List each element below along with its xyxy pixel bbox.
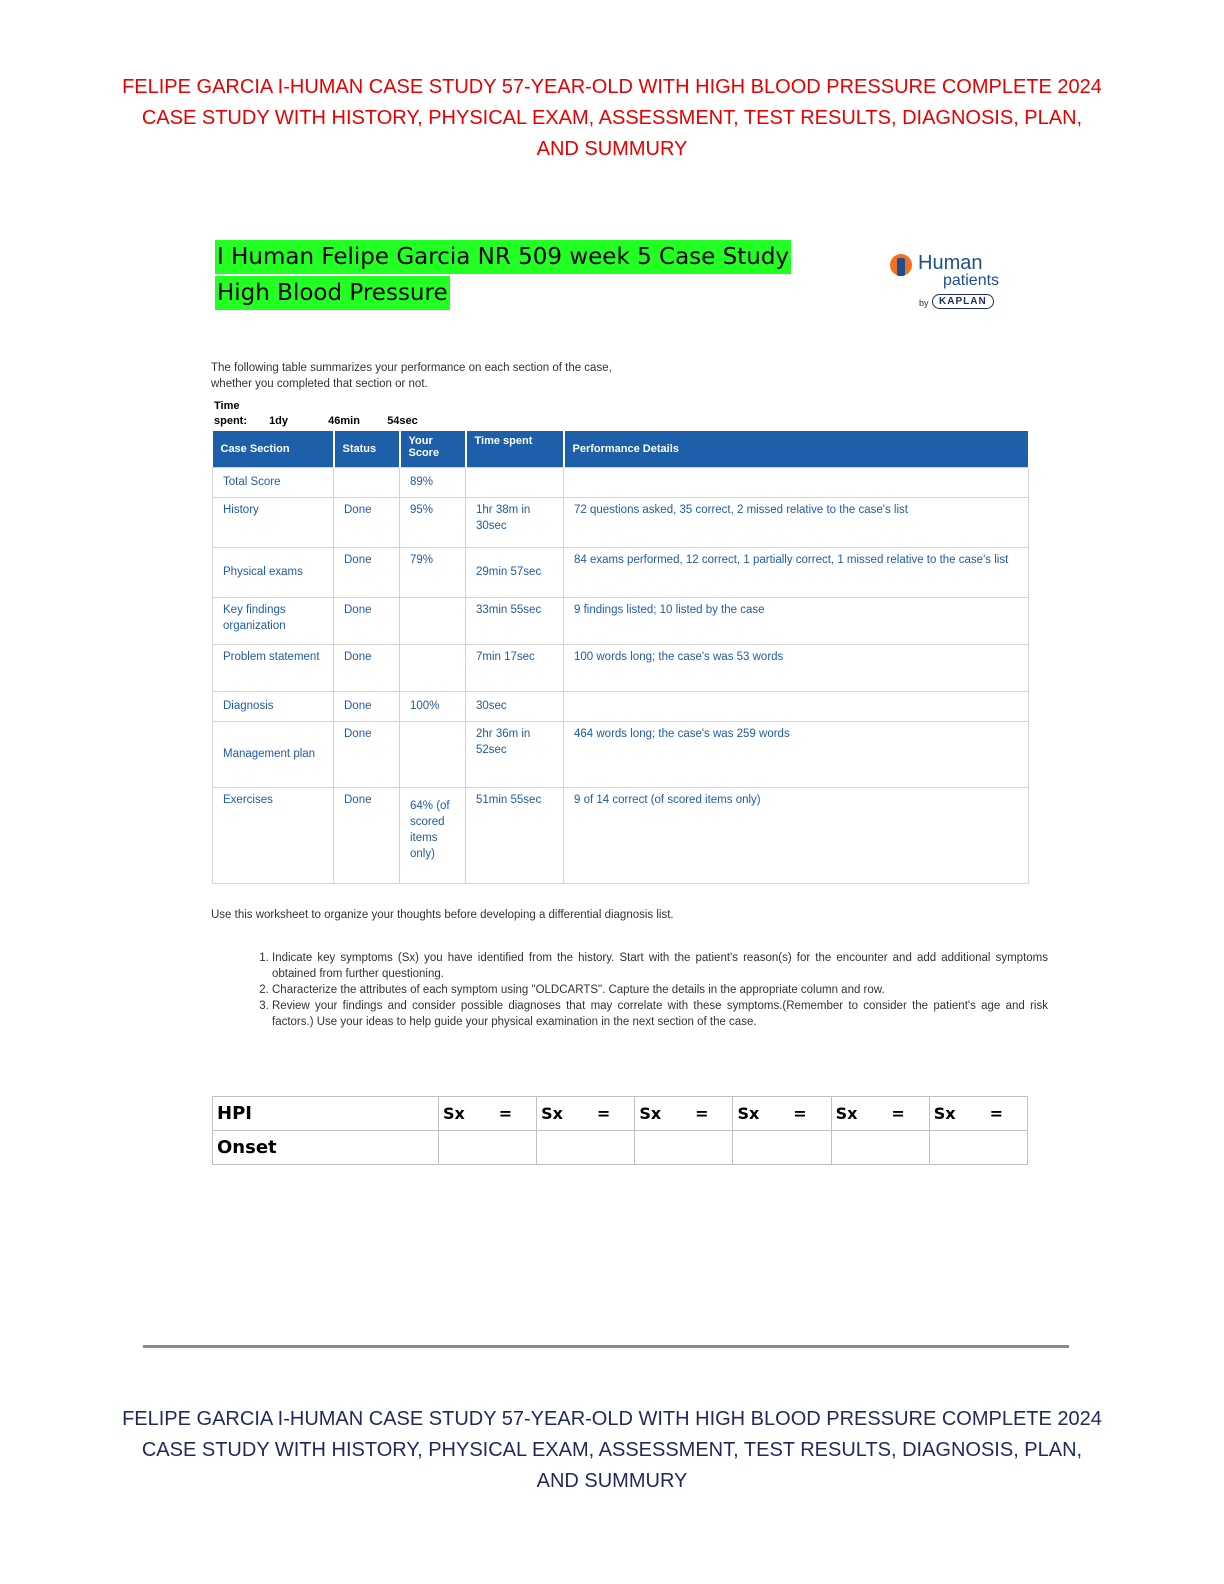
sx-cell: Sx = bbox=[439, 1097, 537, 1131]
i-human-mark-icon bbox=[890, 254, 912, 276]
cell-status: Done bbox=[334, 721, 400, 787]
page-footer: FELIPE GARCIA I-HUMAN CASE STUDY 57-YEAR-OLD WITH HIGH BLOOD PRESSURE COMPLETE 2024 CASE STUDY WITH HISTORY, PHYSICAL EXAM, ASSESSMENT, TEST RESULTS, DIAGNOSIS, PLAN, AND SUMMURY bbox=[122, 1408, 1102, 1492]
page-header: FELIPE GARCIA I-HUMAN CASE STUDY 57-YEAR-OLD WITH HIGH BLOOD PRESSURE COMPLETE 2024 CASE STUDY WITH HISTORY, PHYSICAL EXAM, ASSESSMENT, TEST RESULTS, DIAGNOSIS, PLAN, AND SUMMURY bbox=[122, 76, 1102, 160]
cell-section: Exercises bbox=[213, 787, 334, 883]
cell-performance bbox=[564, 467, 1029, 497]
list-item: 2. Characterize the attributes of each symptom using "OLDCARTS". Capture the details in the appropriate column and row. bbox=[272, 982, 1048, 998]
logo-name: Human bbox=[918, 252, 983, 274]
cell-section: History bbox=[213, 497, 334, 547]
table-row bbox=[213, 644, 1029, 691]
intro-paragraph bbox=[211, 360, 973, 392]
logo-by: by bbox=[919, 298, 929, 308]
cell-section: Problem statement bbox=[213, 644, 334, 691]
cell-score: 100% bbox=[400, 691, 466, 721]
onset-cell bbox=[439, 1131, 537, 1165]
time-spent-label: Time spent: bbox=[214, 400, 247, 427]
cell-score bbox=[400, 597, 466, 644]
cell-section: Management plan bbox=[213, 721, 334, 787]
cell-performance bbox=[564, 691, 1029, 721]
cell-section: Total Score bbox=[213, 467, 334, 497]
cell-status: Done bbox=[334, 787, 400, 883]
cell-performance: 9 of 14 correct (of scored items only) bbox=[564, 787, 1029, 883]
list-item: 1. Indicate key symptoms (Sx) you have identified from the history. Start with the patient's reason(s) for the encounter and add additional symptoms obtained from further questioning. bbox=[272, 950, 1048, 982]
cell-section: Physical exams bbox=[213, 547, 334, 597]
document-title bbox=[215, 240, 791, 310]
cell-status: Done bbox=[334, 497, 400, 547]
sx-cell: Sx = bbox=[635, 1097, 733, 1131]
hpi-onset-row bbox=[213, 1131, 1028, 1165]
col-score: Your Score bbox=[400, 431, 466, 467]
onset-cell bbox=[929, 1131, 1027, 1165]
worksheet-steps bbox=[250, 950, 1048, 1030]
cell-time: 51min 55sec bbox=[466, 787, 564, 883]
onset-cell bbox=[733, 1131, 831, 1165]
onset-label: Onset bbox=[213, 1131, 439, 1165]
sx-cell: Sx = bbox=[733, 1097, 831, 1131]
hpi-table bbox=[212, 1096, 1028, 1165]
cell-status: Done bbox=[334, 597, 400, 644]
table-row bbox=[213, 597, 1029, 644]
cell-performance: 84 exams performed, 12 correct, 1 partially correct, 1 missed relative to the case's list bbox=[564, 547, 1029, 597]
cell-time: 29min 57sec bbox=[466, 547, 564, 597]
hpi-header-row bbox=[213, 1097, 1028, 1131]
worksheet-intro bbox=[211, 907, 953, 923]
title-line-2: High Blood Pressure bbox=[215, 276, 450, 310]
cell-score: 64% (of scored items only) bbox=[400, 787, 466, 883]
time-secs: 54sec bbox=[387, 415, 418, 427]
cell-score: 79% bbox=[400, 547, 466, 597]
cell-time bbox=[466, 467, 564, 497]
table-row bbox=[213, 691, 1029, 721]
cell-score: 89% bbox=[400, 467, 466, 497]
col-case-section: Case Section bbox=[213, 431, 334, 467]
onset-cell bbox=[537, 1131, 635, 1165]
sx-cell: Sx = bbox=[929, 1097, 1027, 1131]
sx-cell: Sx = bbox=[537, 1097, 635, 1131]
col-time: Time spent bbox=[466, 431, 564, 467]
list-item: 3. Review your findings and consider possible diagnoses that may correlate with these symptoms.(Remember to consider the patient's age and risk factors.) Use your ideas to help guide your physical examination in the next section of the case. bbox=[272, 998, 1048, 1030]
cell-status: Done bbox=[334, 547, 400, 597]
onset-cell bbox=[635, 1131, 733, 1165]
title-line-1: I Human Felipe Garcia NR 509 week 5 Case Study bbox=[215, 240, 791, 274]
sx-cell: Sx = bbox=[831, 1097, 929, 1131]
cell-score: 95% bbox=[400, 497, 466, 547]
worksheet-intro-text: Use this worksheet to organize your thoughts before developing a differential diagnosis list. bbox=[211, 909, 674, 921]
cell-time: 2hr 36m in 52sec bbox=[466, 721, 564, 787]
i-human-logo-icon bbox=[888, 252, 1028, 314]
table-header-row bbox=[213, 431, 1029, 467]
onset-cell bbox=[831, 1131, 929, 1165]
cell-score bbox=[400, 644, 466, 691]
table-row bbox=[213, 721, 1029, 787]
table-row bbox=[213, 547, 1029, 597]
kaplan-logo: KAPLAN bbox=[932, 294, 994, 309]
cell-time: 1hr 38m in 30sec bbox=[466, 497, 564, 547]
table-row bbox=[213, 467, 1029, 497]
cell-score bbox=[400, 721, 466, 787]
cell-performance: 9 findings listed; 10 listed by the case bbox=[564, 597, 1029, 644]
cell-status: Done bbox=[334, 691, 400, 721]
cell-time: 33min 55sec bbox=[466, 597, 564, 644]
time-days: 1dy bbox=[269, 415, 289, 427]
cell-time: 7min 17sec bbox=[466, 644, 564, 691]
cell-status: Done bbox=[334, 644, 400, 691]
intro-line-1: The following table summarizes your performance on each section of the case, bbox=[211, 362, 612, 374]
cell-status bbox=[334, 467, 400, 497]
performance-table bbox=[212, 431, 1030, 884]
logo-sub: patients bbox=[943, 272, 1000, 289]
col-performance: Performance Details bbox=[564, 431, 1029, 467]
table-row bbox=[213, 787, 1029, 883]
cell-section: Key findings organization bbox=[213, 597, 334, 644]
time-mins: 46min bbox=[328, 415, 360, 427]
cell-performance: 464 words long; the case's was 259 words bbox=[564, 721, 1029, 787]
intro-line-2: whether you completed that section or not. bbox=[211, 378, 428, 390]
col-status: Status bbox=[334, 431, 400, 467]
cell-section: Diagnosis bbox=[213, 691, 334, 721]
cell-performance: 100 words long; the case's was 53 words bbox=[564, 644, 1029, 691]
cell-time: 30sec bbox=[466, 691, 564, 721]
table-row bbox=[213, 497, 1029, 547]
footer-divider bbox=[143, 1345, 1069, 1348]
hpi-label: HPI bbox=[213, 1097, 439, 1131]
cell-performance: 72 questions asked, 35 correct, 2 missed relative to the case's list bbox=[564, 497, 1029, 547]
